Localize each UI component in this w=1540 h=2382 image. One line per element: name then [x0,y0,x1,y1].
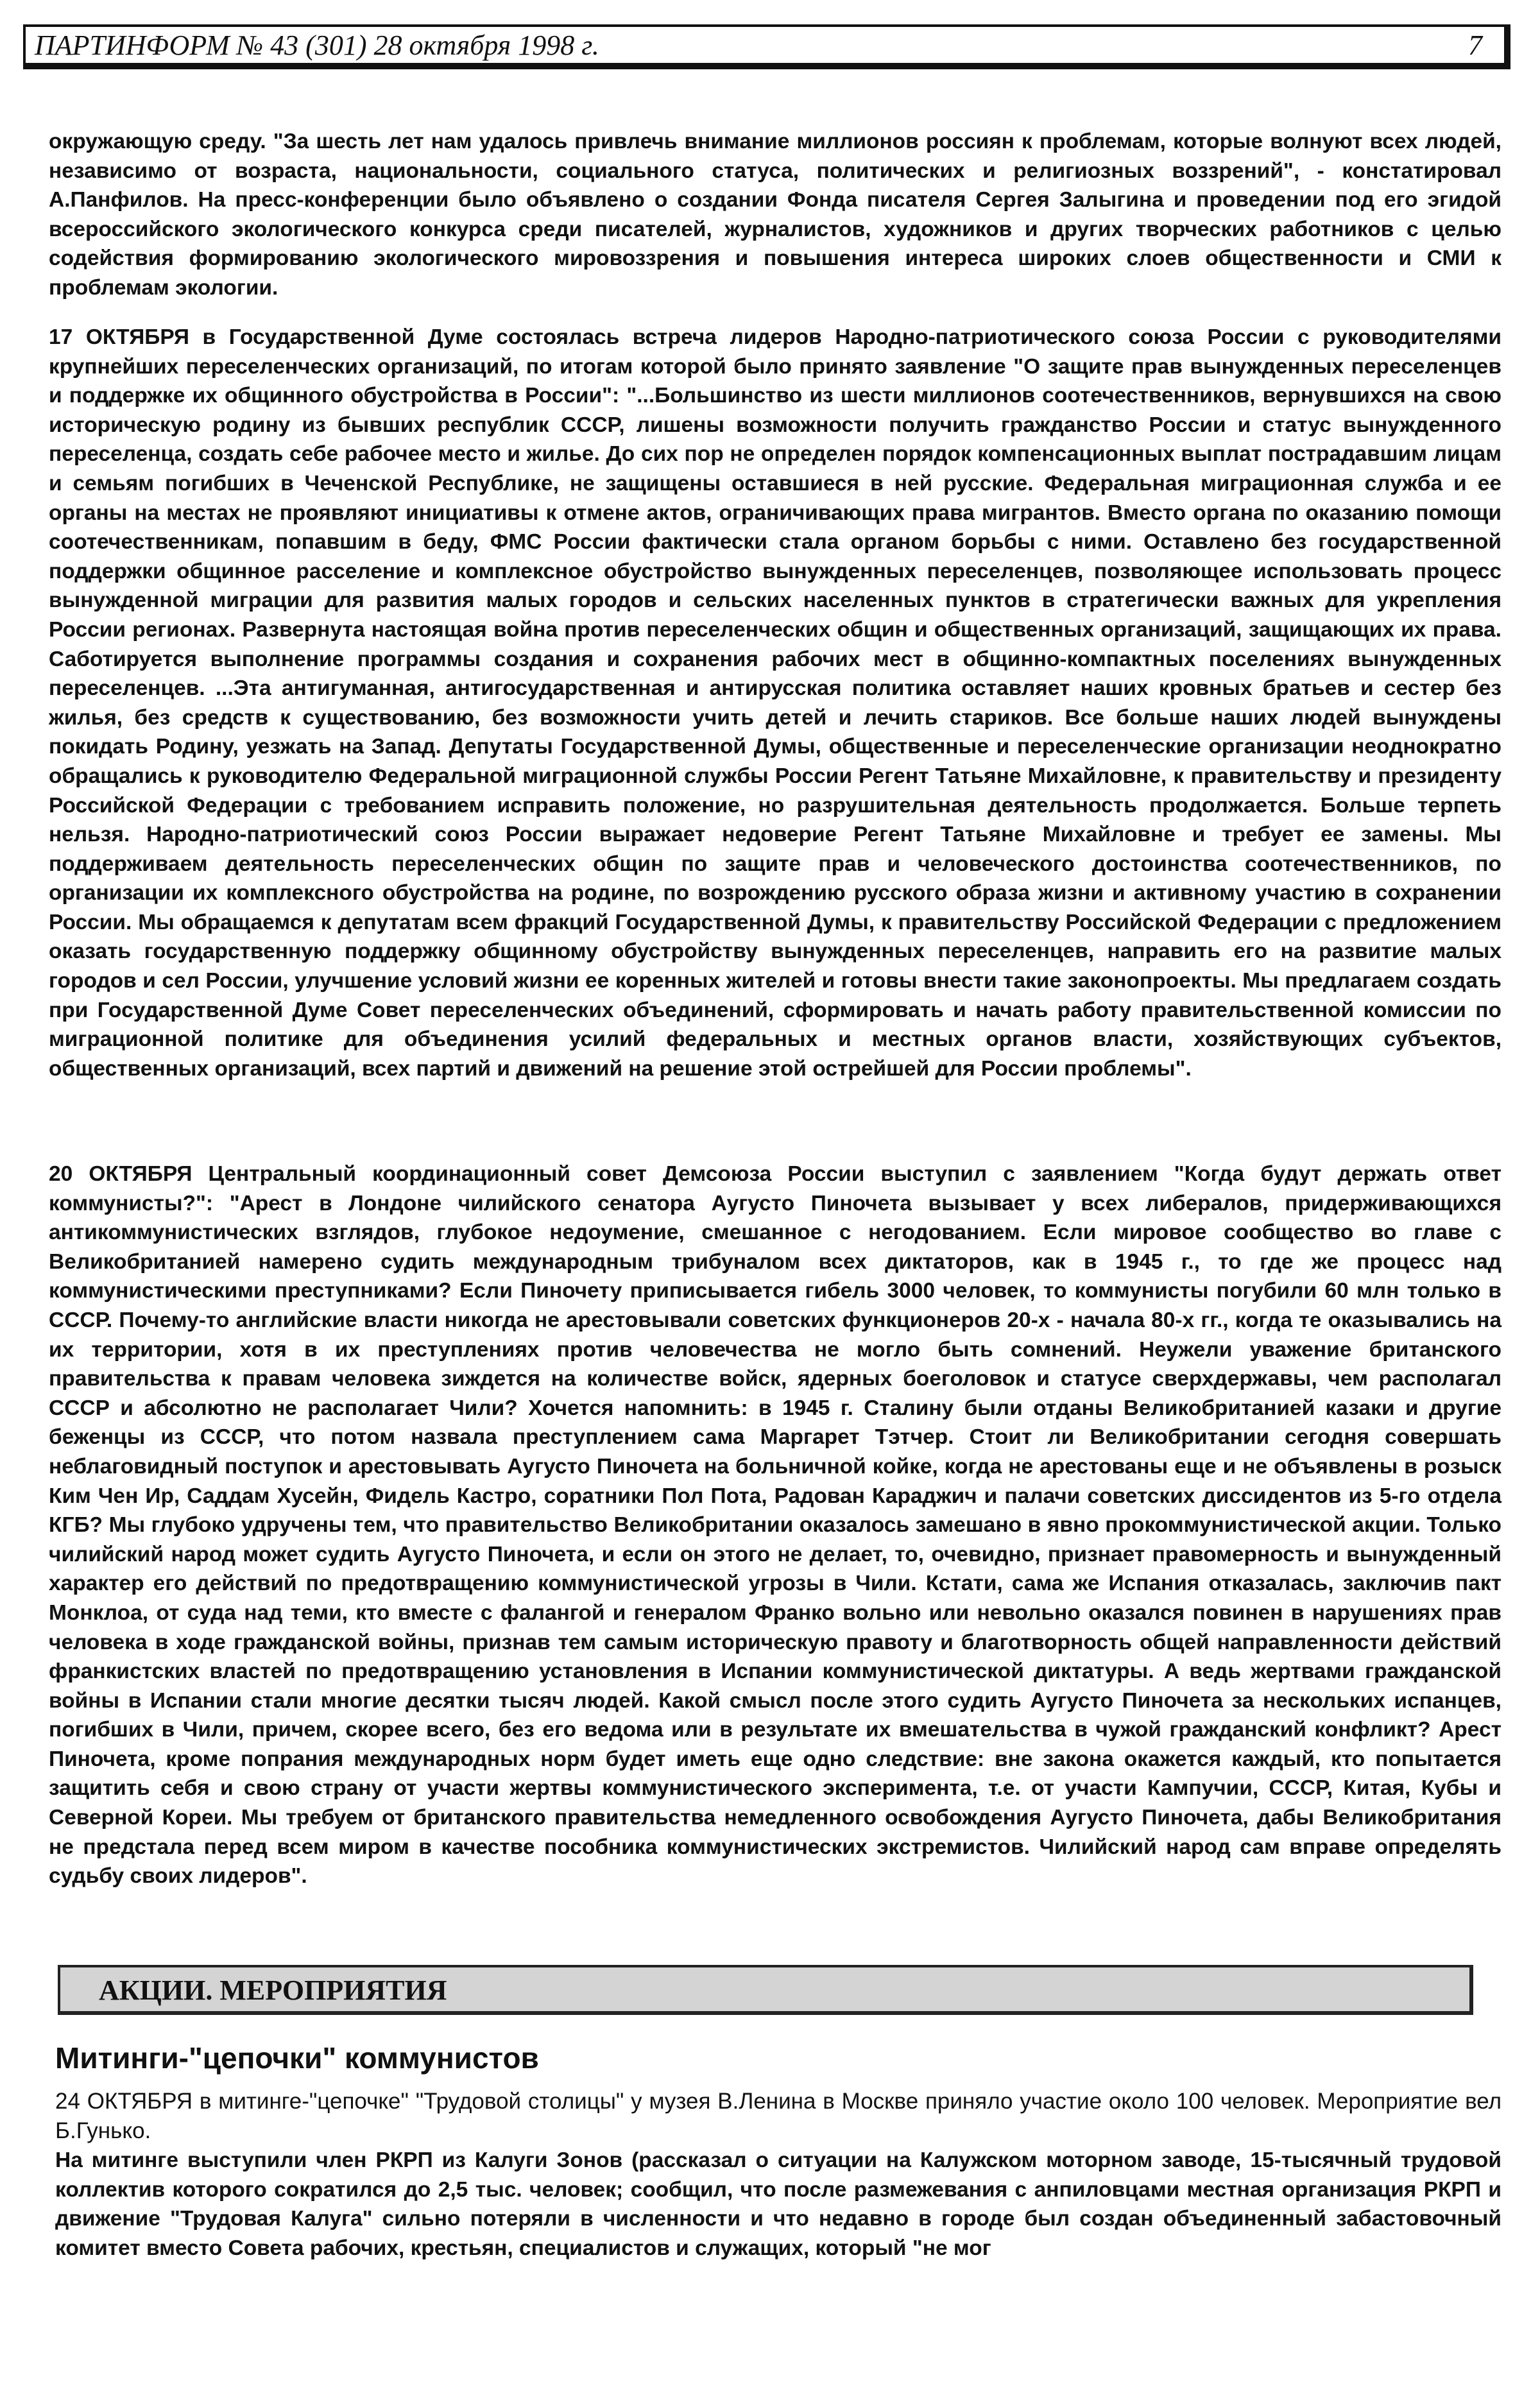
section-title: АКЦИИ. МЕРОПРИЯТИЯ [99,1975,447,2006]
article-lead-paragraph: 24 ОКТЯБРЯ в митинге-"цепочке" "Трудовой столицы" у музея В.Ленина в Москве приняло участие около 100 человек. Мероприятие вел Б.Гунько. [55,2089,1502,2143]
article-subheading: Митинги-"цепочки" коммунистов [55,2041,539,2075]
article-paragraph-rally: На митинге выступили член РКРП из Калуги Зонов (рассказал о ситуации на Калужском моторном заводе, 15-тысячный трудовой коллектив которого сократился до 2,5 тыс. человек; сообщил, что после размежевания с анпиловцами местная организация РКРП и движение "Трудовая Калуга" сильно потеряли в численности и что недавно в городе был создан объединенный забастовочный комитет вместо Совета рабочих, крестьян, специалистов и служащих, который "не мог [55,2148,1502,2260]
page-number: 7 [1468,29,1482,61]
header-title: ПАРТИНФОРМ № 43 (301) 28 октября 1998 г. [35,29,599,61]
article-paragraph-migrants: 17 ОКТЯБРЯ в Государственной Думе состоялась встреча лидеров Народно-патриотического союза России с руководителями крупнейших переселенческих организаций, по итогам которой было принято заявление "О защите прав вынужденных переселенцев и поддержке их общинного обустройства в России": "...Большинство из шести миллионов соотечественников, вернувшихся на свою историческую родину из бывших республик СССР, лишены возможности получить гражданство России и статус вынужденного переселенца, создать себе рабочее место и жилье. До сих пор не определен порядок компенсационных выплат пострадавшим лицам и семьям погибших в Чеченской Республике, не защищены оставшиеся в ней русские. Федеральная миграционная служба и ее органы на местах не проявляют инициативы к отмене актов, ограничивающих права мигрантов. Вместо органа по оказанию помощи соотечественникам, попавшим в беду, ФМС России фактически стала органом борьбы с ними. Оставлено без государственной поддержки общинное расселение и комплексное обустройство вынужденных переселенцев, позволяющее использовать процесс вынужденной миграции для развития малых городов и сельских населенных пунктов в стратегически важных для укрепления России регионах. Развернута настоящая война против переселенческих общин и общественных организаций, защищающих их права. Саботируется выполнение программы создания и сохранения рабочих мест в общинно-компактных поселениях вынужденных переселенцев. ...Эта антигуманная, антигосударственная и антирусская политика оставляет наших кровных братьев и сестер без жилья, без средств к существованию, без возможности учить детей и лечить стариков. Все больше наших людей вынуждены покидать Родину, уезжать на Запад. Депутаты Государственной Думы, общественные и переселенческие организации неоднократно обращались к руководителю Федеральной миграционной службы России Регент Татьяне Михайловне, к правительству и президенту Российской Федерации с требованием исправить положение, но разрушительная деятельность продолжается. Больше терпеть нельзя. Народно-патриотический союз России выражает недоверие Регент Татьяне Михайловне и требует ее замены. Мы поддерживаем деятельность переселенческих общин по защите прав и человеческого достоинства соотечественников, по организации их комплексного обустройства на родине, по возрождению русского образа жизни и активному участию в сохранении России. Мы обращаемся к депутатам всем фракций Государственной Думы, к правительству Российской Федерации с предложением оказать государственную поддержку общинному обустройству вынужденных переселенцев, направить его на развитие малых городов и сел России, улучшение условий жизни ее коренных жителей и готовы внести такие законопроекты. Мы предлагаем создать при Государственной Думе Совет переселенческих объединений, сформировать и начать работу правительственной комиссии по миграционной политике для объединения усилий федеральных и местных органов власти, хозяйствующих субъектов, общественных организаций, всех партий и движений на решение этой острейшей для России проблемы". [49,325,1502,1081]
article-paragraph-ecology: окружающую среду. "За шесть лет нам удалось привлечь внимание миллионов россиян к проблемам, которые волнуют всех людей, независимо от возраста, национальности, социального статуса, политических и религиозных воззрений", - констатировал А.Панфилов. На пресс-конференции было объявлено о создании Фонда писателя Сергея Залыгина и проведении под его эгидой всероссийского экологического конкурса среди писателей, журналистов, художников и других творческих работников с целью содействия формированию экологического мировоззрения и повышения интереса широких слоев общественности и СМИ к проблемам экологии. [49,130,1502,300]
page-header [23,24,1510,69]
section-header-bar [58,1965,1473,2015]
article-paragraph-pinochet: 20 ОКТЯБРЯ Центральный координационный совет Демсоюза России выступил с заявлением "Когда будут держать ответ коммунисты?": "Арест в Лондоне чилийского сенатора Аугусто Пиночета вызывает у всех либералов, придерживающихся антикоммунистических взглядов, глубокое недоумение, смешанное с негодованием. Если мировое сообщество во главе с Великобританией намерено судить международным трибуналом всех диктаторов, как в 1945 г., то где же процесс над коммунистическими преступниками? Если Пиночету приписывается гибель 3000 человек, то коммунисты погубили 60 млн только в СССР. Почему-то английские власти никогда не арестовывали советских функционеров 20-х - начала 80-х гг., когда те оказывались на их территории, хотя в их преступлениях против человечества не могло быть сомнений. Неужели уважение британского правительства к правам человека зиждется на количестве войск, ядерных боеголовок и статусе сверхдержавы, чем располагал СССР и абсолютно не располагает Чили? Хочется напомнить: в 1945 г. Сталину были отданы Великобританией казаки и другие беженцы из СССР, что потом назвала преступлением сама Маргарет Тэтчер. Стоит ли Великобритании сегодня совершать неблаговидный поступок и арестовывать Аугусто Пиночета на больничной койке, когда не арестованы еще и не объявлены в розыск Ким Чен Ир, Саддам Хусейн, Фидель Кастро, соратники Пол Пота, Радован Караджич и палачи советских диссидентов из 5-го отдела КГБ? Мы глубоко удручены тем, что правительство Великобритании оказалось замешано в явно прокоммунистической акции. Только чилийский народ может судить Аугусто Пиночета, и если он этого не делает, то, очевидно, признает правомерность и вынужденный характер его действий по предотвращению коммунистической угрозы в Чили. Кстати, сама же Испания отказалась, заключив пакт Монклоа, от суда над теми, кто вместе с фалангой и генералом Франко вольно или невольно оказался повинен в нарушениях прав человека в ходе гражданской войны, признав тем самым историческую правоту и благотворность общей направленности действий франкистских властей по предотвращению установления в Испании коммунистической диктатуры. А ведь жертвами гражданской войны в Испании стали многие десятки тысяч людей. Какой смысл после этого судить Аугусто Пиночета за нескольких испанцев, погибших в Чили, причем, скорее всего, без его ведома или в результате их вмешательства в чужой гражданский конфликт? Арест Пиночета, кроме попрания международных норм будет иметь еще одно следствие: вне закона окажется каждый, кто попытается защитить себя и свою страну от участи жертвы коммунистического эксперимента, т.е. от участи Кампучии, СССР, Китая, Кубы и Северной Кореи. Мы требуем от британского правительства немедленного освобождения Аугусто Пиночета, дабы Великобритания не предстала перед всем миром в качестве пособника коммунистических экстремистов. Чилийский народ сам вправе определять судьбу своих лидеров". [49,1162,1502,1889]
